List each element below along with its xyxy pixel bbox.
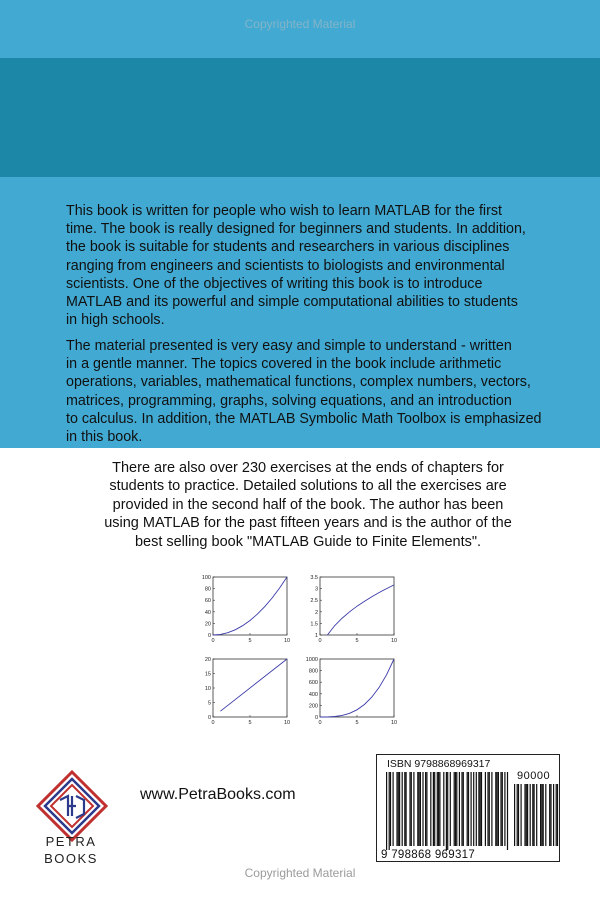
x-tick-label: 0 [318,638,322,644]
addon-bar [545,784,546,846]
barcode-bar [389,772,390,850]
barcode-bar [468,772,469,846]
x-tick-label: 5 [248,720,252,726]
y-tick-label: 100 [201,575,211,581]
x-tick-label: 10 [390,638,398,644]
text-line: time. The book is really designed for beginners and students. In addition, [66,221,526,238]
barcode-bar [478,772,479,846]
barcode-bar [438,772,439,846]
text-line: operations, variables, mathematical functions, complex numbers, vectors, [66,374,531,391]
text-line: in a gentle manner. The topics covered in the book include arithmetic [66,356,502,373]
barcode-bar [402,772,403,846]
barcode-bar [497,772,498,846]
barcode-bar [476,772,477,846]
barcode-bar [461,772,462,846]
addon-bar [556,784,557,846]
watermark-top: Copyrighted Material [244,17,356,31]
y-tick-label: 3 [314,586,318,593]
barcode-bar [425,772,426,846]
barcode-bar [417,772,418,846]
barcode-bar [480,772,481,846]
y-tick-label: 200 [308,703,318,710]
text-line: in this book. [66,429,143,446]
addon-bar [536,784,537,846]
text-line: matrices, programming, graphs, solving equations, and an introduction [66,392,512,409]
barcode-bar [390,772,391,846]
y-tick-label: 1000 [305,657,318,663]
text-line: This book is written for people who wish to learn MATLAB for the first [66,203,502,219]
barcode-bar [413,772,414,846]
barcode-bar [446,772,447,850]
y-tick-label: 80 [204,586,211,593]
x-tick-label: 0 [211,720,215,726]
text-line: There are also over 230 exercises at the ends of chapters for [112,460,504,476]
barcode-bar [485,772,486,846]
y-tick-label: 5 [207,700,211,707]
plot-grid-figure [195,565,413,725]
plot-axes-box [213,577,287,635]
text-line: to calculus. In addition, the MATLAB Symbolic Math Toolbox is emphasized [66,410,542,427]
y-tick-label: 2.5 [310,598,318,605]
barcode-bar [433,772,434,846]
text-line: best selling book "MATLAB Guide to Finite Elements". [134,533,482,550]
cover-dark-band [0,58,600,177]
barcode-bar [473,772,474,846]
y-tick-label: 20 [204,621,211,628]
description-paragraph-2 [66,337,552,446]
addon-bar [541,784,542,846]
barcode-bar [502,772,503,846]
y-tick-label: 600 [308,680,318,687]
barcode-bar [443,772,444,846]
addon-bar [549,784,550,846]
text-line: MATLAB and its powerful and simple computational abilities to students [66,294,518,311]
text-line: in high schools. [66,312,165,329]
barcode-bar [456,772,457,846]
addon-bar [540,784,541,846]
plot-grid-svg [195,565,413,725]
addon-bar [514,784,515,846]
text-line: students to practice. Detailed solutions to all the exercises are [109,478,507,495]
x-tick-label: 0 [318,720,322,726]
addon-bar [524,784,525,846]
x-tick-label: 5 [355,720,359,726]
y-tick-label: 1.5 [310,621,318,628]
barcode-bar [489,772,490,846]
barcode-bar [422,772,423,846]
text-line: The material presented is very easy and simple to understand - written [66,338,512,354]
plot-axes-box [320,659,394,717]
barcode-bar [406,772,407,846]
text-line: scientists. One of the objectives of writing this book is to introduce [66,275,483,292]
addon-bar [530,784,531,846]
addon-bar [518,784,519,846]
addon-bar [521,784,522,846]
barcode-bar [481,772,482,846]
addon-bar [534,784,535,846]
text-line: provided in the second half of the book. The author has been [112,496,504,513]
barcode-bar [504,772,505,846]
y-tick-label: 0 [207,633,211,639]
barcode-bar [495,772,496,846]
barcode-bar [409,772,410,846]
barcode-bar [396,772,397,846]
barcode-bar [393,772,394,846]
barcode-bar [487,772,488,846]
text-line: the book is suitable for students and researchers in various disciplines [66,239,510,256]
barcode-bar [399,772,400,846]
addon-bar [527,784,528,846]
barcode-bar [507,772,508,850]
price-code: 90000 [517,770,551,782]
barcode-bar [430,772,431,846]
barcode-bar [500,772,501,846]
description-paragraph-3 [66,459,550,551]
y-tick-label: 800 [308,668,318,675]
y-tick-label: 1 [314,633,318,639]
addon-bar [553,784,554,846]
barcode-bar [404,772,405,846]
y-tick-label: 2 [314,609,318,616]
barcode-bar [455,772,456,846]
barcode-bar [411,772,412,846]
x-tick-label: 5 [248,638,252,644]
y-tick-label: 10 [204,686,211,692]
text-line: using MATLAB for the past fifteen years and is the author of the [104,515,512,532]
x-tick-label: 10 [283,720,291,726]
x-tick-label: 0 [211,638,215,644]
watermark-bottom: Copyrighted Material [244,866,356,880]
barcode-bar [437,772,438,846]
barcode-bar [463,772,464,846]
barcode-bar [454,772,455,846]
barcode-bar [491,772,492,846]
isbn-label: ISBN 9798868969317 [387,758,491,770]
barcode-digits: 9 798868 969317 [381,849,476,861]
barcode-bar [386,772,387,850]
barcode-bar [439,772,440,846]
barcode-bar [426,772,427,846]
addon-bar [543,784,544,846]
addon-bar [550,784,551,846]
y-tick-label: 15 [204,671,211,678]
text-line: ranging from engineers and scientists to biologists and environmental [66,257,505,274]
publisher-logo-line2: BOOKS [44,851,98,866]
y-tick-label: 40 [204,609,211,616]
publisher-url: www.PetraBooks.com [140,786,296,803]
y-tick-label: 3.5 [310,575,318,581]
barcode-bar [450,772,451,846]
y-tick-label: 0 [314,715,318,721]
addon-bar [526,784,527,846]
barcode-bar [467,772,468,846]
addon-bar [532,784,533,846]
barcode-bar [420,772,421,846]
barcode-bar [447,772,448,850]
y-tick-label: 60 [204,598,211,605]
addon-bar [517,784,518,846]
y-tick-label: 20 [204,657,211,663]
barcode-bar [434,772,435,846]
x-tick-label: 5 [355,638,359,644]
y-tick-label: 400 [308,691,318,698]
barcode-bar [419,772,420,846]
publisher-logo-line1: PETRA [45,834,97,849]
addon-bar [557,784,558,846]
x-tick-label: 10 [390,720,398,726]
barcode-bar [398,772,399,846]
y-tick-label: 0 [207,715,211,721]
barcode-bar [471,772,472,846]
x-tick-label: 10 [283,638,291,644]
barcode-bar [498,772,499,846]
description-paragraph-1 [66,202,552,329]
barcode-bar [459,772,460,846]
